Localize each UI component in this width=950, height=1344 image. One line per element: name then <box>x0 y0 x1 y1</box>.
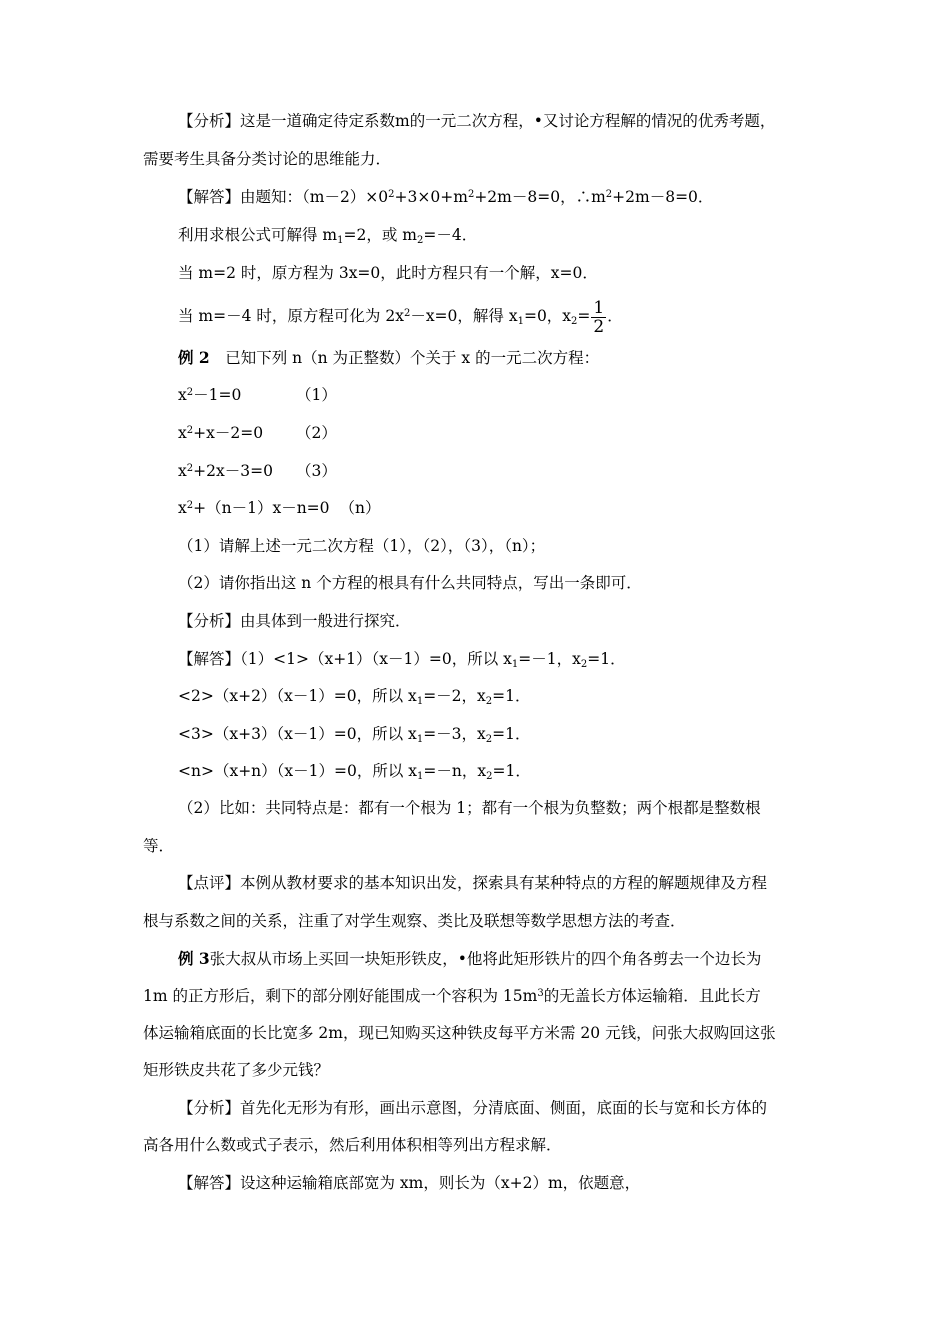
analysis-3-line-2: 高各用什么数或式子表示，然后利用体积相等列出方程求解． <box>143 1136 562 1154</box>
equation-n: $x^2+(n-1)x-n=0$ （n） <box>178 499 381 517</box>
equation-2: $x^2+x-2=0$ （2） <box>178 424 337 442</box>
example-3-line-1: 例 3张大叔从市场上买回一块矩形铁皮，•他将此矩形铁片的四个角各剪去一个边长为 <box>178 949 762 968</box>
comment-line-2: 根与系数之间的关系，注重了对学生观察、类比及联想等数学思想方法的考查． <box>143 912 686 930</box>
solution-2-part-2-line-2: 等． <box>143 837 175 855</box>
analysis-2: 【分析】由具体到一般进行探究． <box>178 612 411 630</box>
example-3-line-2: 1m 的正方形后，剩下的部分刚好能围成一个容积为 $15m^3$的无盖长方体运输箱．且此长方 <box>143 987 761 1005</box>
solution-1-line-2: 利用求根公式可解得 $m_1=2$，或 $m_2=-4$． <box>178 226 478 246</box>
solution-2-part-2-line-1: （2）比如：共同特点是：都有一个根为 1；都有一个根为负整数；两个根都是整数根 <box>178 799 761 817</box>
comment-line-1: 【点评】本例从教材要求的基本知识出发，探索具有某种特点的方程的解题规律及方程 <box>178 874 768 892</box>
equation-3: $x^2+2x-3=0$ （3） <box>178 462 337 480</box>
solution-3-line-1: 【解答】设这种运输箱底部宽为 xm，则长为（x+2）m，依题意， <box>178 1174 641 1192</box>
solution-2-line-2: <2>（x+2）（x－1）=0，所以 $x_1=-2$，$x_2=1$． <box>178 687 531 707</box>
analysis-1-line-2: 需要考生具备分类讨论的思维能力． <box>143 150 392 168</box>
solution-2-line-1: 【解答】（1）<1>（x+1）（x－1）=0，所以 $x_1=-1$，$x_2=1$． <box>178 650 626 670</box>
solution-1-line-3: 当 m=2 时，原方程为 3x=0，此时方程只有一个解，x=0． <box>178 264 598 282</box>
fraction-one-half: $\frac{1}{2}$ <box>593 297 605 337</box>
analysis-1-line-1: 【分析】这是一道确定待定系数m的一元二次方程，•又讨论方程解的情况的优秀考题， <box>178 112 776 130</box>
solution-2-line-n: <n>（x+n）（x－1）=0，所以 $x_1=-n$，$x_2=1$． <box>178 762 531 782</box>
solution-2-line-3: <3>（x+3）（x－1）=0，所以 $x_1=-3$，$x_2=1$． <box>178 725 531 745</box>
equation-1: $x^2-1=0$ （1） <box>178 386 337 404</box>
question-1: （1）请解上述一元二次方程（1），（2），（3），（n）； <box>178 537 546 555</box>
question-2: （2）请你指出这 n 个方程的根具有什么共同特点，写出一条即可． <box>178 574 642 592</box>
example-3-line-3: 体运输箱底面的长比宽多 2m，现已知购买这种铁皮每平方米需 20 元钱，问张大叔购回这张 <box>143 1024 776 1042</box>
solution-1-line-4: 当 m=－4 时，原方程可化为 $2x^2-x=0$，解得 $x_1=0$，$x_2=$ $\frac{1}{2}$ ． <box>178 297 623 337</box>
solution-1-line-1: 【解答】由题知：$(m-2)\times 0^2+3\times 0+m^2+2m-8=0$，$\therefore m^2+2m-8=0$． <box>178 188 714 206</box>
example-2-heading: 例 2 已知下列 n（n 为正整数）个关于 x 的一元二次方程： <box>178 348 600 367</box>
example-3-line-4: 矩形铁皮共花了多少元钱？ <box>143 1061 330 1079</box>
analysis-3-line-1: 【分析】首先化无形为有形，画出示意图，分清底面、侧面，底面的长与宽和长方体的 <box>178 1099 768 1117</box>
